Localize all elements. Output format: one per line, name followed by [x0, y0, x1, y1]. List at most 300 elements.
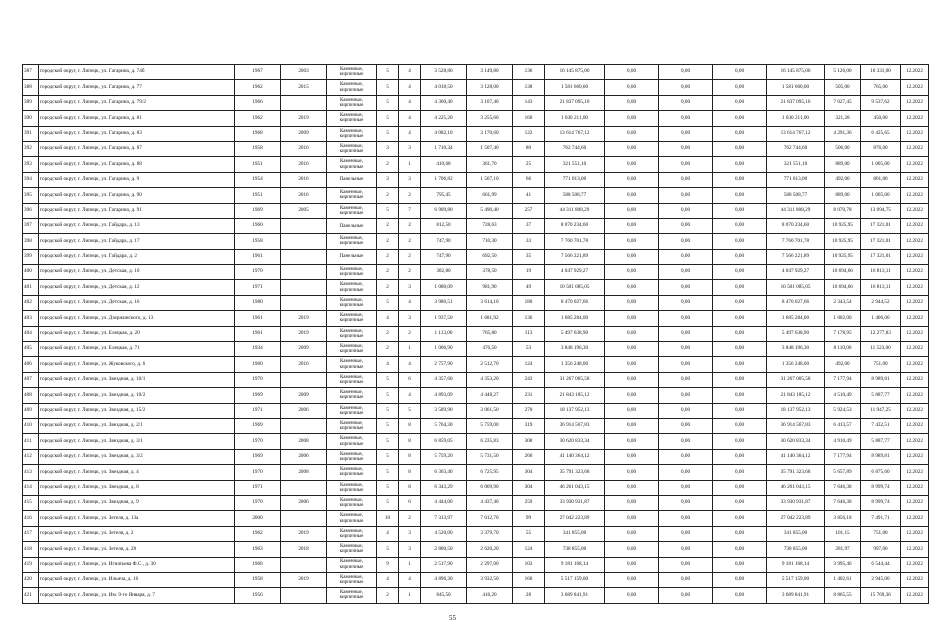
- table-cell: 30 620 833,34: [767, 434, 825, 449]
- table-cell: 12.2022: [901, 126, 929, 141]
- table-cell: 2: [377, 342, 399, 357]
- table-cell: 2000: [235, 511, 281, 526]
- table-row: [23, 372, 929, 387]
- table-cell: 12.2022: [901, 403, 929, 418]
- table-cell: 10 331,00: [861, 65, 901, 80]
- table-cell: 36 914 567,83: [767, 418, 825, 433]
- table-cell: 12.2022: [901, 311, 929, 326]
- table-cell: 7 027,45: [825, 95, 861, 110]
- table-cell: 17 321,01: [861, 234, 901, 249]
- table-cell: Каменные, кирпичные: [327, 357, 377, 372]
- table-cell: 321 551,10: [545, 157, 605, 172]
- table-cell: 413: [23, 465, 39, 480]
- table-cell: 231: [513, 388, 545, 403]
- table-cell: 160: [513, 111, 545, 126]
- table-cell: 1 507,40: [467, 141, 513, 156]
- table-cell: 415: [23, 495, 39, 510]
- table-cell: 1: [399, 557, 421, 572]
- table-cell: 997,00: [861, 542, 901, 557]
- table-cell: 4 896,30: [421, 572, 467, 587]
- table-cell: 738 855,00: [545, 542, 605, 557]
- table-cell: 8 989,81: [861, 449, 901, 464]
- table-cell: 1962: [235, 111, 281, 126]
- table-cell: 6 909,80: [421, 203, 467, 218]
- table-cell: 4 444,00: [421, 495, 467, 510]
- table-row: [23, 326, 929, 341]
- table-cell: 3: [399, 141, 421, 156]
- table-cell: 13 614 767,12: [545, 126, 605, 141]
- table-cell: Каменные, кирпичные: [327, 203, 377, 218]
- table-cell: 0,00: [605, 157, 659, 172]
- table-cell: 1961: [235, 249, 281, 264]
- table-cell: 0,00: [659, 572, 713, 587]
- table-cell: 389: [23, 95, 39, 110]
- table-cell: 8 470 027,66: [767, 295, 825, 310]
- table-cell: 0,00: [605, 588, 659, 603]
- table-cell: 12.2022: [901, 372, 929, 387]
- table-cell: 5: [377, 465, 399, 480]
- table-row: [23, 434, 929, 449]
- table-cell: 417: [23, 526, 39, 541]
- table-cell: Каменные, кирпичные: [327, 418, 377, 433]
- table-cell: 4: [399, 357, 421, 372]
- table-cell: 0,00: [605, 295, 659, 310]
- table-cell: Панельные: [327, 172, 377, 187]
- table-cell: 5 764,30: [421, 418, 467, 433]
- table-cell: городской округ, г. Липецк, ул. Детская, д. 16: [39, 295, 235, 310]
- table-cell: 0,00: [605, 249, 659, 264]
- table-cell: 0,00: [605, 188, 659, 203]
- table-cell: 0,00: [659, 388, 713, 403]
- table-cell: 0,00: [713, 403, 767, 418]
- table-cell: 101,15: [825, 526, 861, 541]
- table-cell: 4: [399, 95, 421, 110]
- table-cell: 409: [23, 403, 39, 418]
- table-cell: 0,00: [605, 357, 659, 372]
- table-cell: 6 235,83: [467, 434, 513, 449]
- table-cell: 3 848 196,30: [545, 342, 605, 357]
- table-cell: 5 887,77: [861, 434, 901, 449]
- table-row: [23, 65, 929, 80]
- table-cell: 8: [399, 465, 421, 480]
- table-cell: 0,00: [713, 80, 767, 95]
- table-cell: 1: [399, 588, 421, 603]
- table-cell: 8: [399, 434, 421, 449]
- table-row: [23, 403, 929, 418]
- table-cell: 11 947,25: [861, 403, 901, 418]
- table-cell: 1 581 660,00: [767, 80, 825, 95]
- table-cell: 12.2022: [901, 495, 929, 510]
- table-row: [23, 572, 929, 587]
- table-cell: 13 614 767,12: [767, 126, 825, 141]
- table-cell: [281, 265, 327, 280]
- table-cell: 0,00: [659, 511, 713, 526]
- table-cell: 4 018,50: [421, 80, 467, 95]
- table-cell: 751,00: [861, 357, 901, 372]
- table-cell: 5: [377, 372, 399, 387]
- table-cell: 411: [23, 434, 39, 449]
- table-cell: 0,00: [605, 557, 659, 572]
- table-cell: 2016: [281, 172, 327, 187]
- table-cell: 5: [377, 80, 399, 95]
- table-cell: 6 343,29: [421, 480, 467, 495]
- table-cell: 5 497 638,90: [545, 326, 605, 341]
- table-cell: 1 356 248,00: [545, 357, 605, 372]
- table-cell: 1967: [235, 65, 281, 80]
- table-cell: 0,00: [713, 480, 767, 495]
- table-cell: 710,30: [467, 234, 513, 249]
- table-cell: 0,00: [659, 188, 713, 203]
- table-cell: 3: [399, 542, 421, 557]
- table-cell: 46 261 043,15: [545, 480, 605, 495]
- table-cell: 391: [23, 126, 39, 141]
- table-cell: Каменные, кирпичные: [327, 295, 377, 310]
- table-cell: 1970: [235, 465, 281, 480]
- table-cell: городской округ, г. Липецк, ул. Гайдара, д. 13: [39, 218, 235, 233]
- table-cell: 5 126,00: [825, 65, 861, 80]
- table-cell: 0,00: [605, 526, 659, 541]
- table-cell: 3 689 841,91: [545, 588, 605, 603]
- table-row: [23, 449, 929, 464]
- table-cell: 397: [23, 218, 39, 233]
- table-cell: Каменные, кирпичные: [327, 542, 377, 557]
- table-cell: 5: [377, 449, 399, 464]
- table-cell: 1971: [235, 403, 281, 418]
- table-cell: Каменные, кирпичные: [327, 95, 377, 110]
- table-cell: 5: [399, 403, 421, 418]
- table-cell: 402: [23, 295, 39, 310]
- table-cell: 6: [399, 495, 421, 510]
- table-row: [23, 80, 929, 95]
- table-cell: 1951: [235, 188, 281, 203]
- table-cell: 3 379,70: [467, 526, 513, 541]
- table-cell: 7 566 221,89: [767, 249, 825, 264]
- table-cell: 3 614,10: [467, 295, 513, 310]
- table-cell: 1961: [235, 311, 281, 326]
- table-cell: Панельные: [327, 249, 377, 264]
- table-cell: 2: [377, 234, 399, 249]
- table-cell: Каменные, кирпичные: [327, 326, 377, 341]
- table-cell: 1958: [235, 572, 281, 587]
- table-cell: 3 170,60: [467, 126, 513, 141]
- table-row: [23, 480, 929, 495]
- table-cell: 6 725,95: [467, 465, 513, 480]
- table-cell: 0,00: [713, 157, 767, 172]
- table-cell: 12.2022: [901, 465, 929, 480]
- table-cell: 0,00: [659, 311, 713, 326]
- table-cell: 2016: [281, 157, 327, 172]
- table-cell: 0,00: [605, 480, 659, 495]
- table-row: [23, 172, 929, 187]
- table-cell: 12.2022: [901, 342, 929, 357]
- table-cell: 0,00: [713, 188, 767, 203]
- table-cell: 12.2022: [901, 388, 929, 403]
- table-cell: 762 744,60: [767, 141, 825, 156]
- table-cell: 771 013,00: [767, 172, 825, 187]
- table-cell: 0,00: [713, 449, 767, 464]
- table-cell: городской округ, г. Липецк, ул. Зегеля, д. 28: [39, 542, 235, 557]
- table-cell: 124: [513, 542, 545, 557]
- table-cell: 0,00: [659, 418, 713, 433]
- table-cell: 8 999,74: [861, 495, 901, 510]
- table-cell: 414: [23, 480, 39, 495]
- table-cell: 6 859,05: [421, 434, 467, 449]
- table-cell: 3 255,60: [467, 111, 513, 126]
- table-cell: 2019: [281, 326, 327, 341]
- table-cell: 1 356 248,00: [767, 357, 825, 372]
- table-cell: 0,00: [713, 249, 767, 264]
- table-cell: 4: [399, 295, 421, 310]
- table-cell: 387: [23, 65, 39, 80]
- table-cell: 0,00: [605, 388, 659, 403]
- table-cell: 27 042 223,89: [767, 511, 825, 526]
- table-row: [23, 357, 929, 372]
- table-cell: 361,70: [467, 157, 513, 172]
- table-row: [23, 203, 929, 218]
- table-cell: 2: [399, 234, 421, 249]
- document-page: [22, 64, 923, 604]
- table-cell: 16 145 875,00: [545, 65, 605, 80]
- table-cell: 9: [377, 557, 399, 572]
- table-cell: Каменные, кирпичные: [327, 126, 377, 141]
- table-row: [23, 218, 929, 233]
- table-cell: 0,00: [659, 326, 713, 341]
- table-cell: 11 523,00: [861, 342, 901, 357]
- table-cell: 4: [399, 126, 421, 141]
- table-cell: 12.2022: [901, 418, 929, 433]
- table-cell: 37: [513, 218, 545, 233]
- table-cell: [281, 295, 327, 310]
- table-cell: 0,00: [713, 542, 767, 557]
- table-cell: 12.2022: [901, 249, 929, 264]
- table-row: [23, 95, 929, 110]
- table-cell: 5: [377, 65, 399, 80]
- table-cell: городской округ, г. Липецк, ул. Зегеля, д. 2: [39, 526, 235, 541]
- table-cell: городской округ, г. Липецк, ул. Звездная, д. 4: [39, 465, 235, 480]
- table-cell: 0,00: [605, 65, 659, 80]
- table-cell: 0,00: [713, 203, 767, 218]
- table-cell: 2 512,70: [467, 357, 513, 372]
- table-cell: 5 759,00: [467, 418, 513, 433]
- table-cell: 476,50: [467, 342, 513, 357]
- table-cell: 1 002,00: [825, 311, 861, 326]
- table-cell: 3 848 196,30: [767, 342, 825, 357]
- table-row: [23, 388, 929, 403]
- table-cell: 16 145 875,00: [767, 65, 825, 80]
- table-cell: 2 343,54: [825, 295, 861, 310]
- table-cell: 5 497 638,90: [767, 326, 825, 341]
- table-cell: 0,00: [659, 495, 713, 510]
- table-cell: 0,00: [659, 265, 713, 280]
- table-row: [23, 126, 929, 141]
- table-cell: 0,00: [659, 480, 713, 495]
- table-cell: 2008: [281, 434, 327, 449]
- table-cell: [281, 511, 327, 526]
- table-cell: 2: [377, 249, 399, 264]
- table-cell: 7 012,70: [467, 511, 513, 526]
- table-cell: 17 321,01: [861, 218, 901, 233]
- table-cell: 6 544,44: [861, 557, 901, 572]
- table-cell: городской округ, г. Липецк, ул. Гагарина, д. 81: [39, 111, 235, 126]
- table-cell: 5: [377, 295, 399, 310]
- table-cell: 382,80: [421, 265, 467, 280]
- table-cell: городской округ, г. Липецк, ул. Гагарина, д. 91: [39, 203, 235, 218]
- table-cell: городской округ, г. Липецк, ул. Звездная, д. 9: [39, 495, 235, 510]
- table-cell: 1 006,90: [421, 342, 467, 357]
- table-cell: 319: [513, 418, 545, 433]
- table-cell: 5: [377, 418, 399, 433]
- table-cell: 99: [513, 511, 545, 526]
- table-cell: 3: [377, 141, 399, 156]
- table-cell: 12.2022: [901, 542, 929, 557]
- table-cell: 8 865,55: [825, 588, 861, 603]
- table-cell: Каменные, кирпичные: [327, 511, 377, 526]
- table-cell: 2: [399, 218, 421, 233]
- table-cell: 398: [23, 234, 39, 249]
- table-cell: 8 989,81: [861, 372, 901, 387]
- table-cell: 5: [377, 495, 399, 510]
- table-cell: 281,97: [825, 542, 861, 557]
- table-cell: 7 760 701,78: [545, 234, 605, 249]
- table-cell: 0,00: [605, 326, 659, 341]
- table-cell: 6 413,57: [825, 418, 861, 433]
- table-cell: 6 363,40: [421, 465, 467, 480]
- table-cell: 270: [513, 403, 545, 418]
- table-cell: 0,00: [659, 157, 713, 172]
- table-cell: 12.2022: [901, 557, 929, 572]
- table-cell: Каменные, кирпичные: [327, 572, 377, 587]
- table-cell: 0,00: [713, 95, 767, 110]
- table-cell: 506,00: [825, 141, 861, 156]
- table-cell: 5: [377, 126, 399, 141]
- table-cell: городской округ, г. Липецк, ул. Елецкая, д. 20: [39, 326, 235, 341]
- table-cell: 1970: [235, 372, 281, 387]
- table-cell: 124: [513, 357, 545, 372]
- table-cell: 44 311 808,29: [545, 203, 605, 218]
- table-cell: 55: [513, 526, 545, 541]
- table-cell: 136: [513, 311, 545, 326]
- table-cell: 1 030 211,00: [545, 111, 605, 126]
- table-cell: 4 910,49: [825, 434, 861, 449]
- table-cell: 588 508,77: [545, 188, 605, 203]
- table-cell: 4 360,40: [421, 95, 467, 110]
- table-cell: 588 508,77: [767, 188, 825, 203]
- table-cell: 0,00: [713, 526, 767, 541]
- table-cell: 1962: [235, 526, 281, 541]
- table-cell: 0,00: [713, 326, 767, 341]
- table-cell: 0,00: [605, 280, 659, 295]
- table-cell: 5: [377, 403, 399, 418]
- table-cell: 0,00: [713, 65, 767, 80]
- table-cell: 408: [23, 388, 39, 403]
- table-cell: 0,00: [713, 126, 767, 141]
- table-cell: 36 914 567,83: [545, 418, 605, 433]
- table-cell: 12.2022: [901, 357, 929, 372]
- table-cell: 1960: [235, 357, 281, 372]
- table-cell: 33 930 931,87: [545, 495, 605, 510]
- table-cell: 1968: [235, 557, 281, 572]
- table-cell: 0,00: [659, 403, 713, 418]
- table-cell: Каменные, кирпичные: [327, 403, 377, 418]
- table-cell: 0,00: [713, 388, 767, 403]
- table-cell: 41: [513, 188, 545, 203]
- table-cell: 400: [23, 265, 39, 280]
- table-cell: 4: [377, 526, 399, 541]
- table-cell: 3 986,51: [421, 295, 467, 310]
- table-cell: 0,00: [659, 80, 713, 95]
- table-cell: 2015: [281, 80, 327, 95]
- table-cell: 31 267 005,58: [767, 372, 825, 387]
- table-cell: 2006: [281, 403, 327, 418]
- table-cell: 4 510,49: [825, 388, 861, 403]
- table-cell: 0,00: [713, 588, 767, 603]
- table-cell: 747,90: [421, 234, 467, 249]
- table-cell: 5 657,89: [825, 465, 861, 480]
- table-cell: 4: [377, 572, 399, 587]
- table-cell: 1960: [235, 218, 281, 233]
- table-cell: 1968: [235, 126, 281, 141]
- table-cell: городской округ, г. Липецк, ул. Звездная, д. 2/1: [39, 418, 235, 433]
- table-cell: городской округ, г. Липецк, ул. Дзержинского, д. 13: [39, 311, 235, 326]
- table-cell: 4 448,27: [467, 388, 513, 403]
- table-cell: 505,00: [825, 80, 861, 95]
- table-cell: 0,00: [713, 572, 767, 587]
- table-cell: Каменные, кирпичные: [327, 557, 377, 572]
- table-cell: 1 937,50: [421, 311, 467, 326]
- table-cell: 876,00: [861, 141, 901, 156]
- table-cell: 5: [377, 203, 399, 218]
- table-cell: Каменные, кирпичные: [327, 434, 377, 449]
- table-cell: 845,50: [421, 588, 467, 603]
- table-cell: 0,00: [605, 141, 659, 156]
- table-cell: 21 837 095,10: [767, 95, 825, 110]
- table-cell: 321 551,10: [767, 157, 825, 172]
- table-cell: 5: [377, 542, 399, 557]
- table-cell: 31 267 005,58: [545, 372, 605, 387]
- table-cell: 0,00: [659, 111, 713, 126]
- table-cell: 0,00: [713, 557, 767, 572]
- table-cell: 8 070 234,60: [767, 218, 825, 233]
- table-cell: 12.2022: [901, 434, 929, 449]
- table-cell: 0,00: [713, 342, 767, 357]
- table-cell: 3 995,46: [825, 557, 861, 572]
- table-cell: 407: [23, 372, 39, 387]
- table-cell: 1971: [235, 480, 281, 495]
- table-cell: 1958: [235, 141, 281, 156]
- table-cell: 5 517 159,00: [545, 572, 605, 587]
- table-cell: городской округ, г. Липецк, ул. Зегеля, д. 13а: [39, 511, 235, 526]
- table-cell: 401: [23, 280, 39, 295]
- table-cell: 8 070,78: [825, 203, 861, 218]
- table-cell: 0,00: [605, 265, 659, 280]
- table-cell: 160: [513, 572, 545, 587]
- table-cell: городской округ, г. Липецк, ул. Гайдара, д. 17: [39, 234, 235, 249]
- table-cell: 378,50: [467, 265, 513, 280]
- table-cell: городской округ, г. Липецк, ул. Ильича, д. 16: [39, 572, 235, 587]
- table-cell: 2: [377, 588, 399, 603]
- table-cell: 33: [513, 234, 545, 249]
- table-cell: 7 177,94: [825, 449, 861, 464]
- table-cell: 0,00: [659, 65, 713, 80]
- table-cell: 4: [399, 111, 421, 126]
- table-cell: 8 470 027,66: [545, 295, 605, 310]
- table-cell: 28: [513, 588, 545, 603]
- table-cell: 3: [399, 172, 421, 187]
- table-cell: 2016: [281, 357, 327, 372]
- table-cell: 0,00: [659, 203, 713, 218]
- table-cell: 5 517 159,00: [767, 572, 825, 587]
- table-cell: 304: [513, 465, 545, 480]
